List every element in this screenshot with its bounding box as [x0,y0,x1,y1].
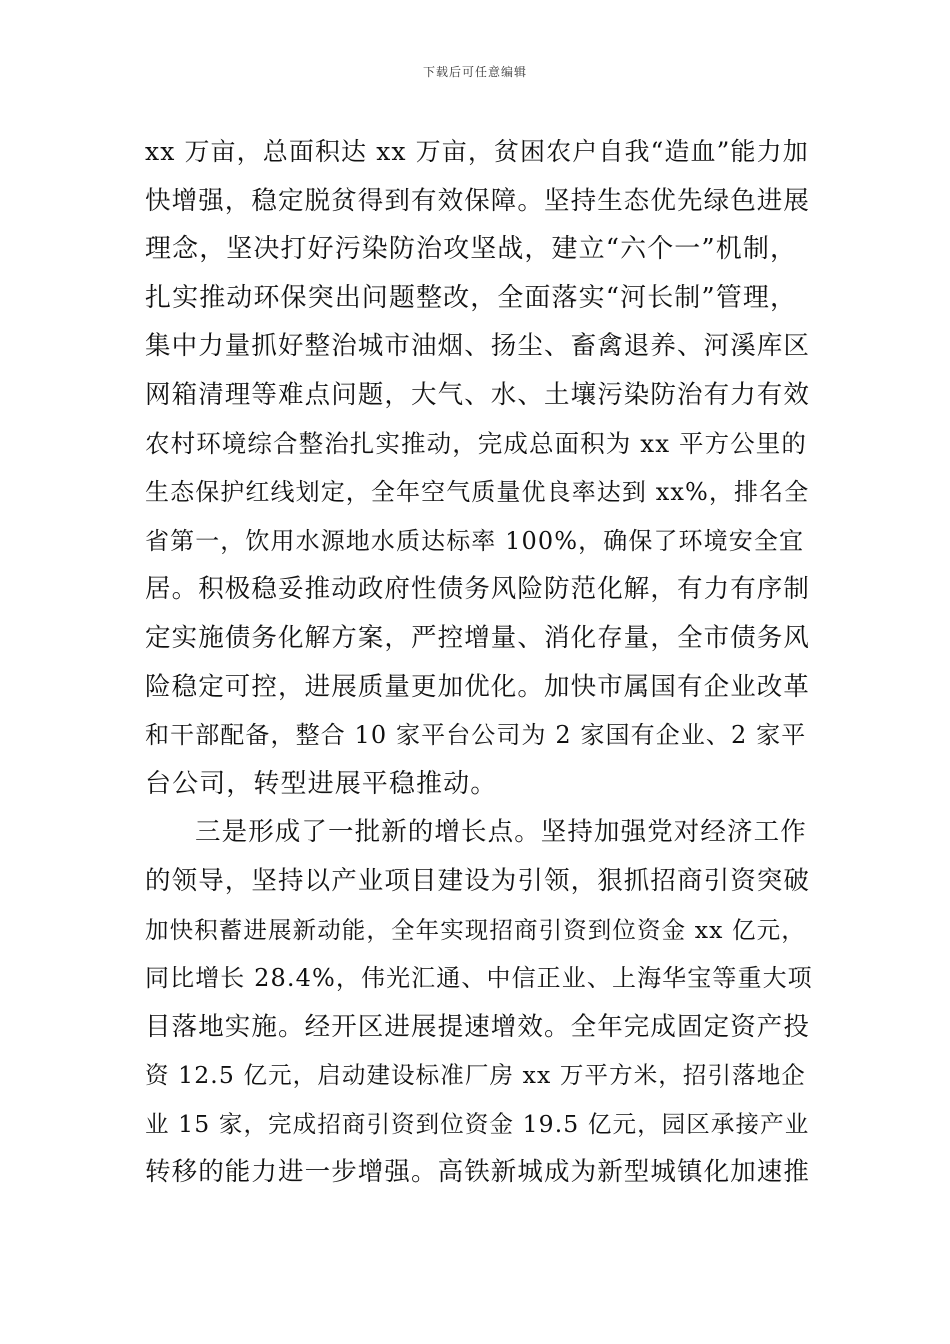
text-line: 网箱清理等难点问题，大气、水、土壤污染防治有力有效 [145,379,811,410]
paragraph-start-line: 三是形成了一批新的增长点。坚持加强党对经济工作 [195,817,807,848]
text-line: 居。积极稳妥推动政府性债务风险防范化解，有力有序制 [145,574,811,605]
text-line: 目落地实施。经开区进展提速增效。全年完成固定资产投 [145,1011,811,1042]
text-line: 业 15 家，完成招商引资到位资金 19.5 亿元，园区承接产业 [145,1109,810,1138]
text-line: 的领导，坚持以产业项目建设为引领，狠抓招商引资突破 [145,865,811,896]
text-line: 险稳定可控，进展质量更加优化。加快市属国有企业改革 [145,671,811,702]
text-line: 生态保护红线划定，全年空气质量优良率达到 xx%，排名全 [145,478,810,507]
text-line: 资 12.5 亿元，启动建设标准厂房 xx 万平方米，招引落地企 [145,1061,806,1090]
document-body [145,128,815,1197]
text-line: 转移的能力进一步增强。高铁新城成为新型城镇化加速推 [145,1157,811,1188]
text-line: 农村环境综合整治扎实推动，完成总面积为 xx 平方公里的 [145,428,808,458]
text-line: 省第一，饮用水源地水质达标率 100%，确保了环境安全宜 [145,526,805,555]
text-line: 快增强，稳定脱贫得到有效保障。坚持生态优先绿色进展 [145,185,811,216]
text-line: 集中力量抓好整治城市油烟、扬尘、畜禽退养、河溪库区 [145,331,811,362]
text-line: 加快积蓄进展新动能，全年实现招商引资到位资金 xx 亿元， [145,915,806,944]
text-line: 台公司，转型进展平稳推动。 [145,768,498,799]
page-header: 下载后可任意编辑 [422,65,527,79]
text-line: 定实施债务化解方案，严控增量、消化存量，全市债务风 [145,622,811,653]
text-line: 和干部配备，整合 10 家平台公司为 2 家国有企业、2 家平 [145,721,807,750]
text-line: 同比增长 28.4%，伟光汇通、中信正业、上海华宝等重大项 [145,964,813,993]
text-line: 扎实推动环保突出问题整改，全面落实“河长制”管理， [145,282,798,313]
text-line: xx 万亩，总面积达 xx 万亩，贫困农户自我“造血”能力加 [145,137,809,166]
text-line: 理念，坚决打好污染防治攻坚战，建立“六个一”机制， [145,234,798,265]
